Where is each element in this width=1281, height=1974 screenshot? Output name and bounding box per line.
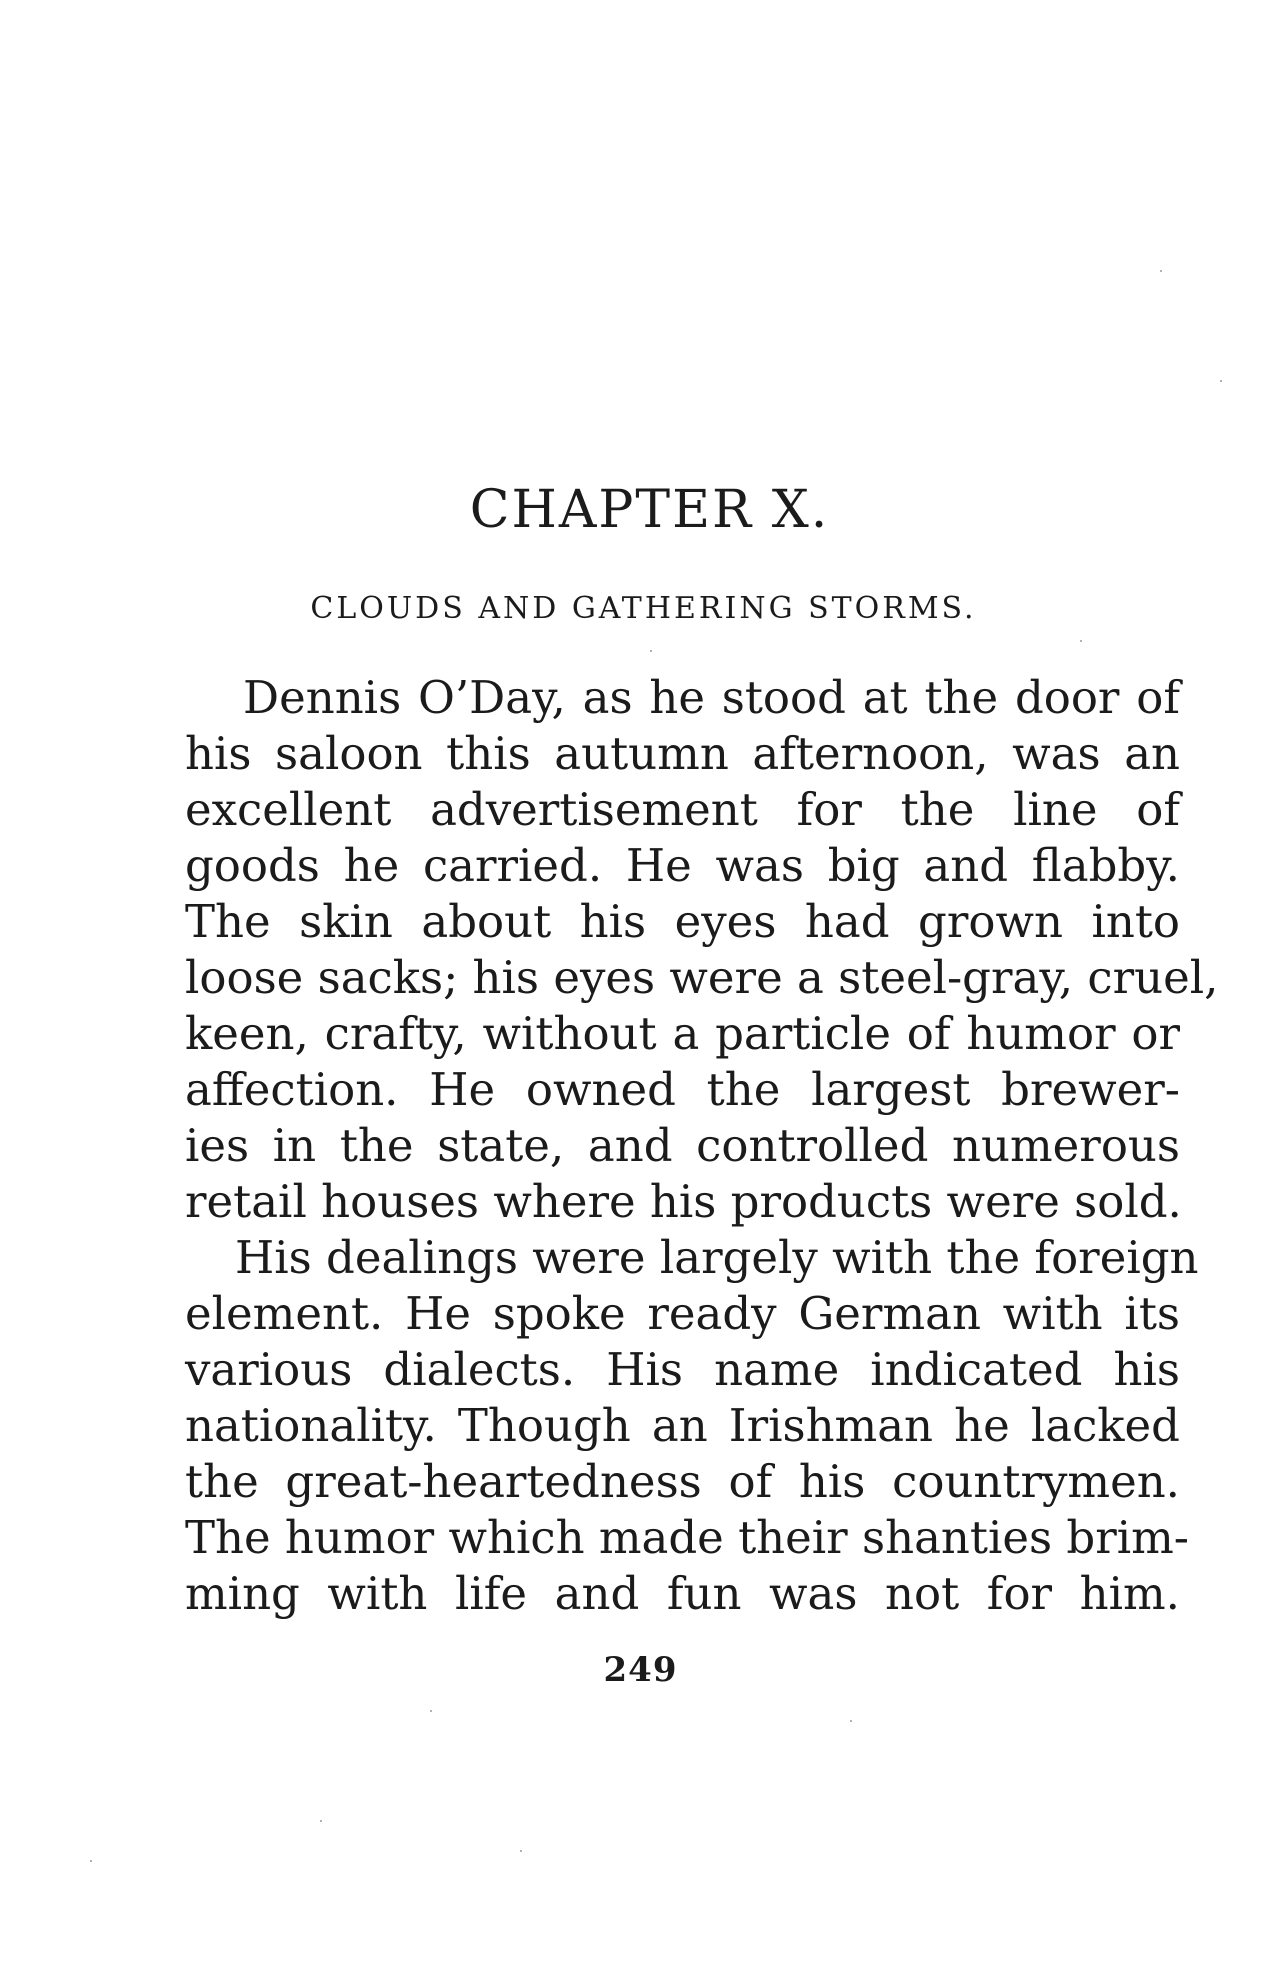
- body-line: element. He spoke ready German with its: [185, 1287, 1180, 1340]
- body-line: ies in the state, and controlled numerous: [185, 1119, 1180, 1172]
- scan-speck: [1160, 270, 1162, 272]
- scan-speck: [430, 1710, 432, 1712]
- body-line: The humor which made their shanties brim-: [185, 1511, 1189, 1564]
- scan-speck: [650, 650, 652, 652]
- body-text: [185, 670, 1219, 1622]
- chapter-heading: CHAPTER X.: [469, 480, 830, 540]
- body-line: his saloon this autumn afternoon, was an: [185, 727, 1180, 780]
- body-line: ming with life and fun was not for him.: [185, 1567, 1180, 1620]
- body-line: His dealings were largely with the foreign: [235, 1231, 1199, 1284]
- body-line: various dialects. His name indicated his: [185, 1343, 1180, 1396]
- scan-speck: [850, 1720, 852, 1722]
- page-number: 249: [603, 1650, 678, 1690]
- body-line: loose sacks; his eyes were a steel-gray, cruel,: [185, 951, 1219, 1004]
- body-line: Dennis O’Day, as he stood at the door of: [243, 671, 1180, 724]
- scan-speck: [520, 1850, 522, 1852]
- body-line: goods he carried. He was big and flabby.: [185, 839, 1180, 892]
- scan-speck: [1220, 380, 1222, 382]
- body-line: The skin about his eyes had grown into: [185, 895, 1180, 948]
- body-line: excellent advertisement for the line of: [185, 783, 1180, 836]
- scan-speck: [320, 1820, 322, 1822]
- body-line: keen, crafty, without a particle of humor or: [185, 1007, 1180, 1060]
- scan-speck: [1080, 640, 1082, 642]
- body-line: affection. He owned the largest brewer-: [185, 1063, 1180, 1116]
- scan-speck: [90, 1860, 92, 1862]
- body-line: nationality. Though an Irishman he lacked: [185, 1399, 1180, 1452]
- body-line: retail houses where his products were sold.: [185, 1175, 1182, 1228]
- body-line: the great-heartedness of his countrymen.: [185, 1455, 1180, 1508]
- chapter-subtitle: CLOUDS AND GATHERING STORMS.: [310, 591, 977, 626]
